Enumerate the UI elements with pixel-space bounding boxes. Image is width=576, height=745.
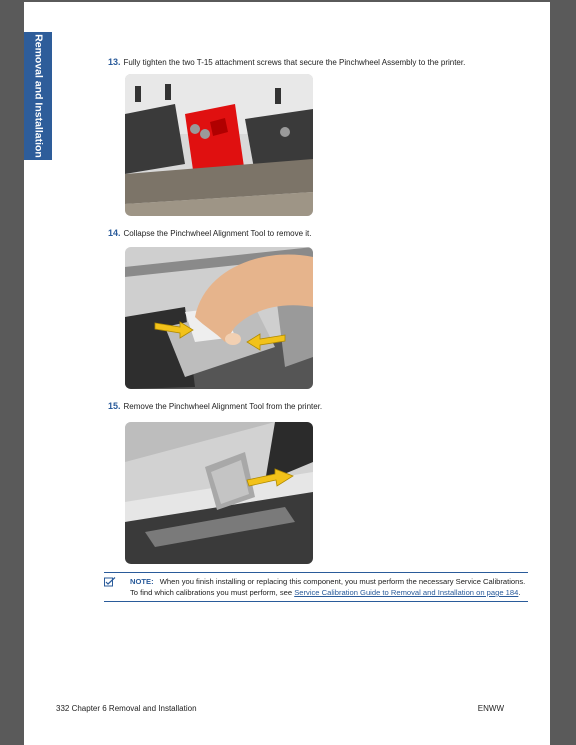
footer-page-info: 332 Chapter 6 Removal and Installation	[56, 704, 197, 713]
step-text: Remove the Pinchwheel Alignment Tool from the printer.	[123, 402, 323, 411]
document-page	[24, 2, 550, 745]
pinchwheel-assembly-screws-image	[125, 74, 313, 216]
step-14	[108, 228, 311, 238]
note-text: When you finish installing or replacing this component, you must perform the necessary Service Calibrations. To find which calibrations you must perform, see	[130, 577, 526, 597]
note-box	[104, 572, 528, 602]
step-15	[108, 401, 322, 411]
side-tab-label: Removal and Installation	[32, 34, 45, 158]
step-number: 14.	[108, 228, 121, 238]
note-icon	[104, 577, 116, 587]
collapse-alignment-tool-image	[125, 247, 313, 389]
service-calibration-guide-link[interactable]: Service Calibration Guide to Removal and Installation on page 184	[294, 588, 519, 597]
step-number: 13.	[108, 57, 121, 67]
step-text: Collapse the Pinchwheel Alignment Tool to remove it.	[123, 229, 312, 238]
step-13	[108, 57, 465, 67]
remove-alignment-tool-image	[125, 422, 313, 564]
note-label: NOTE:	[130, 577, 154, 586]
chapter-side-tab	[24, 32, 52, 160]
step-number: 15.	[108, 401, 121, 411]
footer-right: ENWW	[477, 704, 504, 713]
step-text: Fully tighten the two T-15 attachment screws that secure the Pinchwheel Assembly to the printer.	[123, 58, 466, 67]
note-end: .	[518, 588, 521, 597]
